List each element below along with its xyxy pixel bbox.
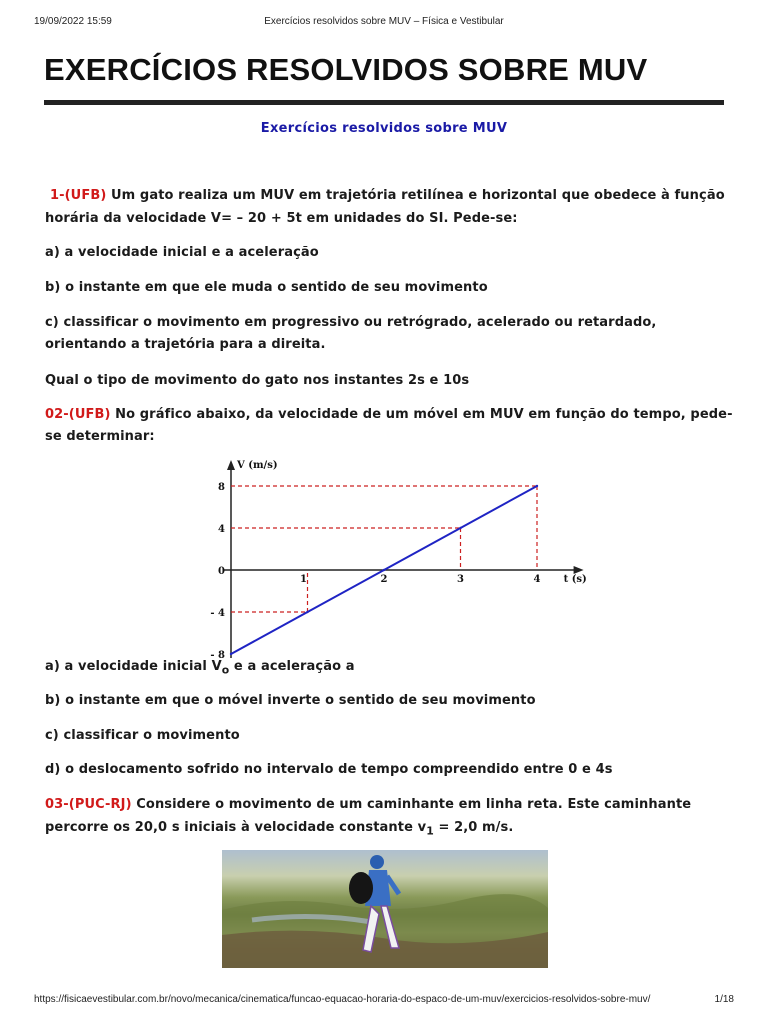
y-tick-label: 4 (218, 524, 225, 535)
title-divider (44, 100, 724, 105)
data-point (383, 569, 385, 571)
q1-item-c: c) classificar o movimento em progressivo ou retrógrado, acelerado ou retardado, orientando a trajetória para a direita. (45, 315, 657, 352)
q1-statement (45, 184, 735, 230)
q2-item-a-suffix: e a aceleração a (229, 659, 355, 674)
q3-text-suffix: = 2,0 m/s. (433, 820, 514, 835)
print-url: https://fisicaevestibular.com.br/novo/mecanica/cinematica/funcao-equacao-horaria-do-espaco-de-um-muv/exercicios-resolvidos-sobre-muv/ (34, 994, 651, 1005)
x-tick-label: 1 (300, 574, 307, 585)
y-tick-label: 8 (218, 482, 225, 493)
x-tick-label: 3 (457, 574, 464, 585)
q2-text: No gráfico abaixo, da velocidade de um móvel em MUV em função do tempo, pede-se determinar: (45, 407, 733, 444)
walker-illustration (222, 850, 548, 968)
q2-item-a (45, 656, 735, 682)
y-tick-label: - 8 (210, 650, 225, 661)
q2-item-b: b) o instante em que o móvel inverte o sentido de seu movimento (45, 693, 536, 708)
x-tick-label: 4 (533, 574, 541, 585)
q3-text-sub: 1 (426, 824, 434, 838)
q3-statement (45, 793, 735, 843)
x-tick-label: 2 (380, 574, 388, 585)
q2-item-c: c) classificar o movimento (45, 728, 240, 743)
x-axis-arrow (574, 566, 584, 574)
q1-text: Um gato realiza um MUV em trajetória retilínea e horizontal que obedece à função horária da velocidade V= – 20 + 5t em unidades do SI. Pede-se: (45, 188, 725, 226)
y-axis-label: V (m/s) (237, 460, 278, 471)
y-axis-arrow (227, 460, 235, 470)
q3-text: Considere o movimento de um caminhante em linha reta. Este caminhante percorre os 20,0 s iniciais à velocidade constante v (45, 797, 692, 835)
data-point (536, 485, 538, 487)
data-point (459, 527, 461, 529)
q1-question: Qual o tipo de movimento do gato nos instantes 2s e 10s (45, 373, 470, 388)
q2-statement (45, 404, 735, 448)
data-point (306, 611, 308, 613)
print-footer (0, 994, 768, 1008)
q1-item-a: a) a velocidade inicial e a aceleração (45, 245, 319, 260)
q2-item-a-sub: o (221, 663, 230, 677)
q1-item-b: b) o instante em que ele muda o sentido de seu movimento (45, 280, 488, 295)
print-header (0, 16, 768, 30)
y-tick-label: - 4 (210, 608, 225, 619)
page-title: EXERCÍCIOS RESOLVIDOS SOBRE MUV (44, 52, 648, 87)
q3-tag: 03-(PUC-RJ) (45, 797, 132, 812)
y-tick-label: 0 (218, 566, 225, 577)
q1-tag: 1-(UFB) (50, 188, 107, 203)
data-point (230, 653, 232, 655)
print-datetime: 19/09/2022 15:59 (34, 16, 112, 27)
x-axis-label: t (s) (563, 574, 587, 585)
velocity-time-graph (196, 452, 587, 661)
page-subtitle: Exercícios resolvidos sobre MUV (260, 121, 508, 136)
print-page-title: Exercícios resolvidos sobre MUV – Física e Vestibular (264, 16, 504, 27)
q2-tag: 02-(UFB) (45, 407, 111, 422)
print-page-number: 1/18 (714, 994, 734, 1005)
q2-item-d: d) o deslocamento sofrido no intervalo de tempo compreendido entre 0 e 4s (45, 762, 613, 777)
q2-item-a-text: a) a velocidade inicial V (45, 659, 222, 674)
